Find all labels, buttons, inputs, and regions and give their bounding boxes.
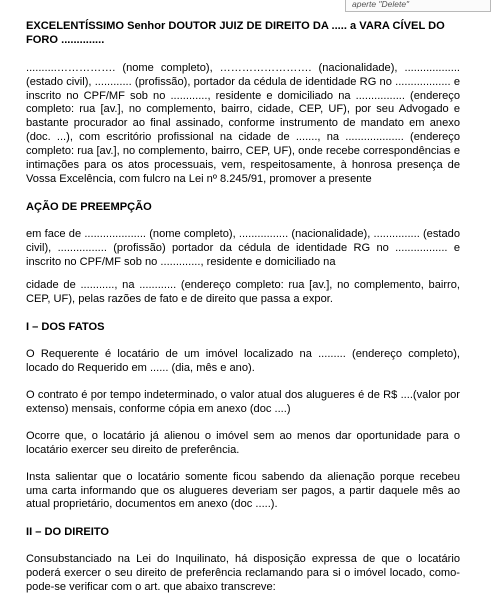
intro-paragraph: ..........……………. (nome completo), ……………………. (nacionalidade), .................. (estado civil), ............ (profissão), portador da cédula de identidade RG no .................. e inscrito no CPF/MF sob no ............, residente e domiciliado na ................ (endereço completo: rua [av.], no complemento, bairro, cidade, CEP, UF), por seu Advogado e bastante procurador ao final assinado, conforme instrumento de mandato em anexo (doc. ...), com escritório profissional na cidade de ......., na ................... (endereço completo: rua [av.], no complemento, bairro, CEP, UF), onde recebe correspondências e intimações para os atos processuais, vem, respeitosamente, à honrosa presença de Vossa Excelência, com fulcro na Lei nº 8.245/91, promover a presente <box>26 61 460 185</box>
facts-paragraph-2: O contrato é por tempo indeterminado, o valor atual dos alugueres é de R$ ....(valor por extenso) mensais, conforme cópia em anexo (doc ....) <box>26 389 460 415</box>
facts-paragraph-3: Ocorre que, o locatário já alienou o imóvel sem ao menos dar oportunidade para o locatário exercer seu direito de preferência. <box>26 429 460 456</box>
against-paragraph-2: cidade de ..........., na ............ (endereço completo: rua [av.], no complemento, bairro, CEP, UF), pelas razões de fato e de direito que passa a expor. <box>26 279 460 306</box>
document-title: EXCELENTÍSSIMO Senhor DOUTOR JUIZ DE DIREITO DA ..... a VARA CÍVEL DO FORO .............. <box>26 20 445 46</box>
facts-paragraph-1: O Requerente é locatário de um imóvel localizado na ......... (endereço completo), locado do Requerido em ...... (dia, mês e ano). <box>26 348 460 375</box>
action-title: AÇÃO DE PREEMPÇÃO <box>26 200 152 213</box>
section-law-heading: II – DO DIREITO <box>26 526 110 539</box>
against-paragraph-1: em face de .................... (nome completo), ................ (nacionalidade), ............... (estado civil), ................ (profissão) portador da cédula de identidade RG no ................. e inscrito no CPF/MF sob no ............., residente e domiciliado na <box>26 227 460 268</box>
law-paragraph-1: Consubstanciado na Lei do Inquilinato, há disposição expressa de que o locatário poderá exercer o seu direito de preferência reclamando para si o imóvel locado, como-pode-se verificar com o art. que abaixo transcreve: <box>26 553 460 594</box>
comment-tooltip: aperte "Delete" <box>345 0 491 12</box>
facts-paragraph-4: Insta salientar que o locatário somente ficou sabendo da alienação porque recebeu uma carta informando que os alugueres deveriam ser pagos, a partir daquele mês ao atual proprietário, documentos em anexo (doc .....). <box>26 470 460 511</box>
section-facts-heading: I – DOS FATOS <box>26 321 105 334</box>
document-body <box>26 20 460 595</box>
